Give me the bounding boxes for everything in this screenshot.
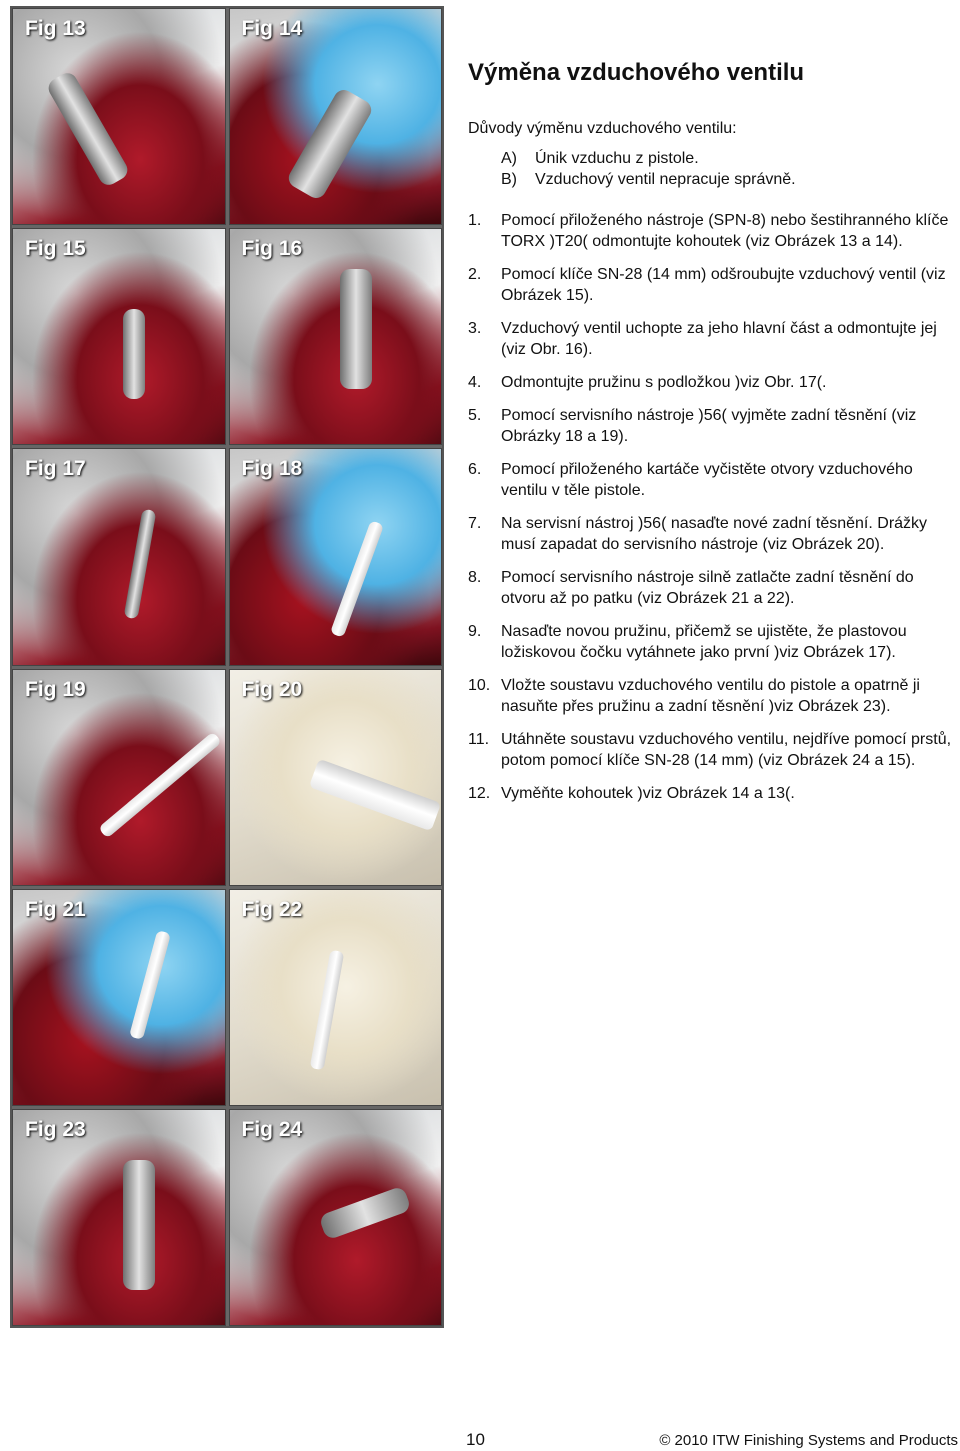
- step-text: Na servisní nástroj )56( nasaďte nové zadní těsnění. Drážky musí zapadat do servisního nástroje (viz Obrázek 20).: [501, 515, 928, 553]
- service-tool: [98, 731, 222, 838]
- step-text: Odmontujte pružinu s podložkou )viz Obr. 17(.: [501, 374, 827, 391]
- spring: [124, 509, 157, 620]
- step-item: [468, 372, 958, 393]
- figure-label: Fig 23: [25, 1117, 86, 1141]
- reason-label: A): [501, 150, 517, 167]
- step-item: [468, 459, 958, 501]
- step-number: 5.: [468, 407, 482, 424]
- air-valve: [340, 269, 372, 389]
- valve-part: [285, 86, 375, 201]
- step-number: 6.: [468, 461, 482, 478]
- step-text: Pomocí servisního nástroje silně zatlačte zadní těsnění do otvoru až po patku (viz Obrázek 21 a 22).: [501, 569, 914, 607]
- page-number: 10: [466, 1430, 485, 1449]
- step-number: 7.: [468, 515, 482, 532]
- step-number: 8.: [468, 569, 482, 586]
- step-number: 10.: [468, 677, 491, 694]
- reason-label: B): [501, 171, 517, 188]
- step-item: [468, 783, 958, 804]
- trigger-part: [45, 70, 131, 189]
- wrench: [318, 1185, 411, 1240]
- page-title: Výměna vzduchového ventilu: [468, 59, 805, 86]
- instructions-column: [468, 56, 958, 816]
- air-valve: [123, 1160, 155, 1290]
- step-number: 12.: [468, 785, 491, 802]
- valve-stem: [123, 309, 145, 399]
- step-number: 11.: [468, 731, 490, 748]
- figure-label: Fig 21: [25, 897, 86, 921]
- service-tool: [309, 949, 344, 1070]
- steps-list: [468, 210, 958, 804]
- copyright-notice: © 2010 ITW Finishing Systems and Products: [659, 1432, 958, 1449]
- reason-item: [468, 169, 958, 190]
- figure-21-photo: [12, 889, 226, 1106]
- step-number: 2.: [468, 266, 482, 283]
- figure-14-photo: [229, 8, 443, 225]
- step-text: Pomocí klíče SN-28 (14 mm) odšroubujte vzduchový ventil (viz Obrázek 15).: [501, 266, 946, 304]
- step-number: 9.: [468, 623, 482, 640]
- figure-label: Fig 18: [241, 457, 303, 481]
- figure-24-photo: [229, 1109, 443, 1326]
- figure-label: Fig 14: [241, 17, 303, 40]
- step-text: Vložte soustavu vzduchového ventilu do pistole a opatrně ji nasuňte přes pružinu a zadní těsnění )viz Obrázek 23).: [501, 677, 920, 715]
- service-tool: [329, 521, 383, 639]
- step-item: [468, 318, 958, 360]
- figure-18-photo: [229, 448, 443, 665]
- step-text: Pomocí servisního nástroje )56( vyjměte zadní těsnění (viz Obrázky 18 a 19).: [501, 407, 917, 445]
- step-item: [468, 729, 958, 771]
- step-text: Nasaďte novou pružinu, přičemž se ujistěte, že plastovou ložiskovou čočku vytáhnete jako první )viz Obrázek 17).: [501, 623, 907, 661]
- step-text: Vzduchový ventil uchopte za jeho hlavní část a odmontujte jej (viz Obr. 16).: [501, 320, 937, 358]
- figure-15-photo: [12, 228, 226, 445]
- step-item: [468, 210, 958, 252]
- figure-label: Fig 15: [25, 237, 86, 261]
- figure-label: Fig 16: [241, 237, 303, 261]
- figure-22-photo: [229, 889, 443, 1106]
- step-text: Pomocí přiloženého nástroje (SPN-8) nebo šestihranného klíče TORX )T20( odmontujte kohoutek (viz Obrázek 13 a 14).: [501, 212, 949, 250]
- reason-item: [468, 148, 958, 169]
- step-item: [468, 675, 958, 717]
- reasons-list: [468, 148, 958, 190]
- step-item: [468, 567, 958, 609]
- figure-17-photo: [12, 448, 226, 665]
- step-text: Vyměňte kohoutek )viz Obrázek 14 a 13(.: [501, 785, 795, 802]
- figure-label: Fig 17: [25, 457, 86, 481]
- figure-label: Fig 24: [241, 1117, 303, 1141]
- figure-label: Fig 22: [241, 897, 303, 921]
- intro-text: Důvody výměnu vzduchového ventilu:: [468, 120, 737, 137]
- figure-20-photo: [229, 669, 443, 886]
- step-item: [468, 405, 958, 447]
- figure-grid: [10, 6, 444, 1328]
- step-number: 3.: [468, 320, 482, 337]
- step-text: Pomocí přiloženého kartáče vyčistěte otvory vzduchového ventilu v těle pistole.: [501, 461, 913, 499]
- figure-label: Fig 19: [25, 677, 86, 701]
- step-text: Utáhněte soustavu vzduchového ventilu, nejdříve pomocí prstů, potom pomocí klíče SN-28 (14 mm) (viz Obrázek 24 a 15).: [501, 731, 952, 769]
- figure-label: Fig 20: [241, 677, 303, 701]
- service-tool: [129, 930, 171, 1040]
- figure-23-photo: [12, 1109, 226, 1326]
- figure-19-photo: [12, 669, 226, 886]
- figure-13-photo: [12, 8, 226, 225]
- reason-text: Únik vzduchu z pistole.: [535, 150, 699, 167]
- step-item: [468, 621, 958, 663]
- reason-text: Vzduchový ventil nepracuje správně.: [535, 171, 796, 188]
- step-item: [468, 513, 958, 555]
- step-number: 4.: [468, 374, 482, 391]
- step-number: 1.: [468, 212, 482, 229]
- service-tool: [308, 758, 440, 831]
- figure-label: Fig 13: [25, 17, 86, 40]
- step-item: [468, 264, 958, 306]
- figure-16-photo: [229, 228, 443, 445]
